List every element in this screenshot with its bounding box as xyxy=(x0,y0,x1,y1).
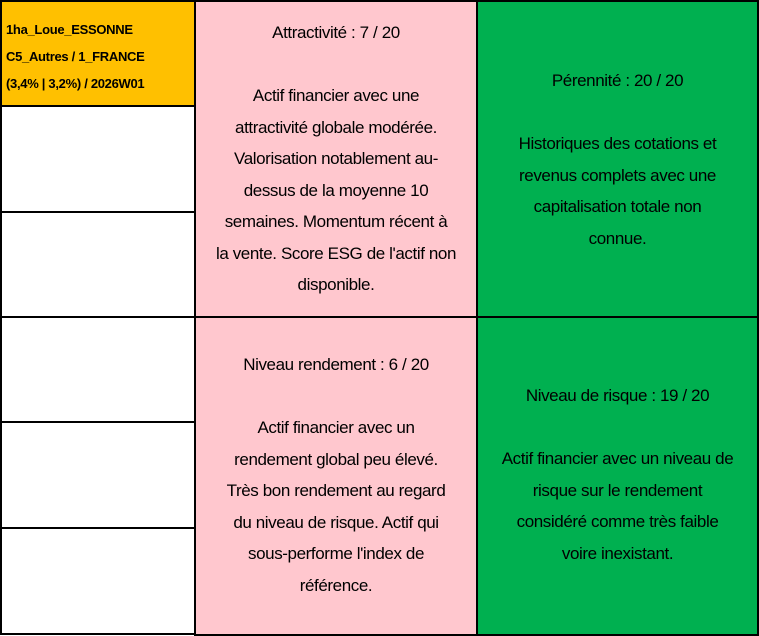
perennite-line-2: revenus complets avec une xyxy=(519,165,716,185)
asset-category: C5_Autres / 1_FRANCE xyxy=(6,49,145,64)
empty-cell-1 xyxy=(0,105,196,213)
attractivite-line-6: la vente. Score ESG de l'actif non xyxy=(215,243,457,263)
attractivite-title: Attractivité : 7 / 20 xyxy=(272,23,400,42)
attractivite-line-7: disponible. xyxy=(297,275,375,294)
perennite-cell xyxy=(476,0,759,318)
asset-header-cell xyxy=(0,0,196,107)
risque-line-1: Actif financier avec un niveau de xyxy=(501,449,734,468)
rendement-line-6: référence. xyxy=(299,575,373,595)
perennite-line-1: Historiques des cotations et xyxy=(518,134,717,153)
empty-cell-4 xyxy=(0,421,196,529)
risque-line-3: considéré comme très faible xyxy=(516,512,719,531)
attractivite-line-2: attractivité globale modérée. xyxy=(235,117,437,137)
attractivite-line-1: Actif financier avec une xyxy=(252,86,420,105)
attractivite-line-5: semaines. Momentum récent à xyxy=(224,212,448,231)
asset-rates-week: (3,4% | 3,2%) / 2026W01 xyxy=(6,76,145,91)
attractivite-line-3: Valorisation notablement au- xyxy=(234,149,438,168)
rendement-cell xyxy=(194,316,478,636)
rendement-line-3: Très bon rendement au regard xyxy=(226,481,446,500)
asset-name: 1ha_Loue_ESSONNE xyxy=(6,22,133,37)
perennite-line-3: capitalisation totale non xyxy=(533,197,702,216)
rendement-line-1: Actif financier avec un xyxy=(257,418,415,437)
risque-line-4: voire inexistant. xyxy=(561,543,674,563)
risque-cell xyxy=(476,316,759,636)
rendement-line-5: sous-performe l'index de xyxy=(247,544,424,563)
risque-title: Niveau de risque : 19 / 20 xyxy=(525,386,710,405)
rendement-line-4: du niveau de risque. Actif qui xyxy=(233,512,439,532)
empty-cell-5 xyxy=(0,527,196,635)
perennite-title: Pérennité : 20 / 20 xyxy=(551,71,684,90)
attractivite-cell xyxy=(194,0,478,318)
attractivite-line-4: dessus de la moyenne 10 xyxy=(243,180,429,200)
risque-line-2: risque sur le rendement xyxy=(532,480,703,500)
empty-cell-2 xyxy=(0,211,196,318)
rendement-line-2: rendement global peu élevé. xyxy=(234,449,438,469)
perennite-line-4: connue. xyxy=(588,228,647,248)
rendement-title: Niveau rendement : 6 / 20 xyxy=(243,355,429,374)
empty-cell-3 xyxy=(0,316,196,423)
